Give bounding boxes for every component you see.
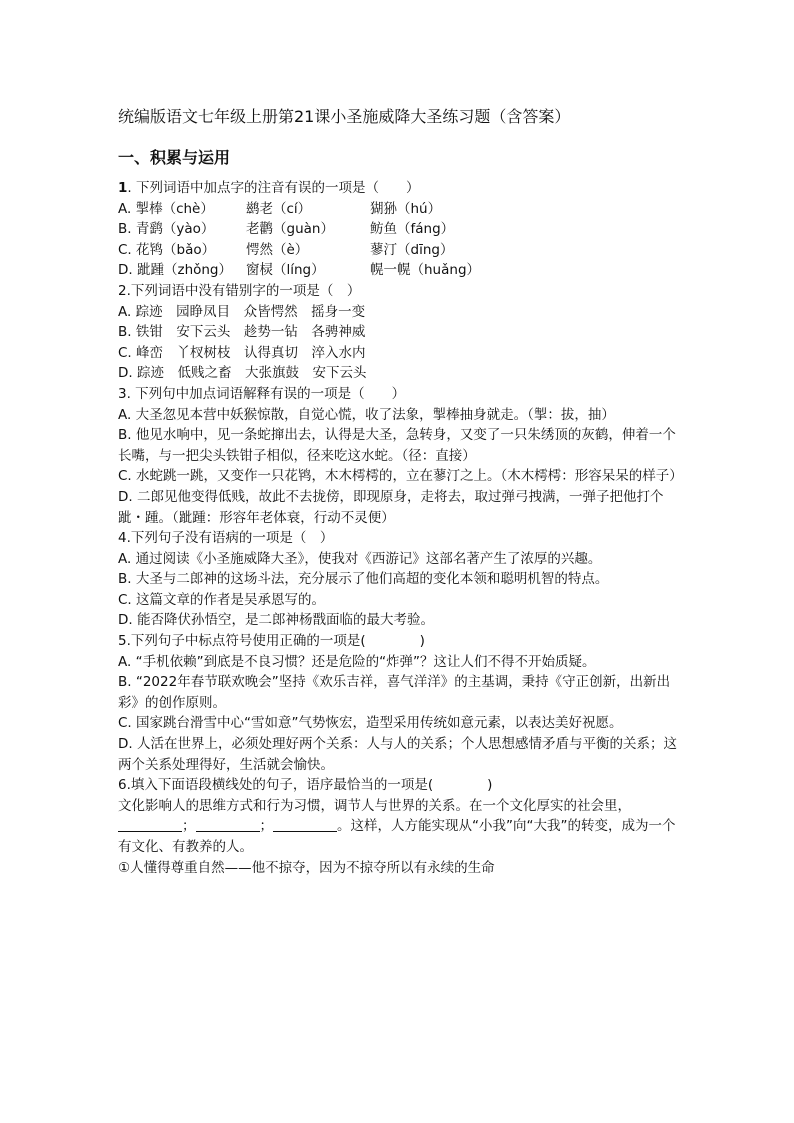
option-a: A. 通过阅读《小圣施威降大圣》，使我对《西游记》这部名著产生了浓厚的兴趣。 bbox=[118, 550, 602, 567]
question-4 bbox=[118, 528, 683, 631]
separator: ； bbox=[182, 818, 196, 835]
question-paragraph bbox=[118, 796, 683, 858]
option-cell: 鹚老（cí） bbox=[246, 200, 312, 217]
option-row bbox=[118, 240, 683, 261]
option-a: A. 踪迹 园睁凤目 众皆愕然 摇身一变 bbox=[118, 303, 366, 320]
question-1 bbox=[118, 178, 683, 281]
option-d: D. 人活在世界上，必须处理好两个关系：人与人的关系；个人思想感情矛盾与平衡的关系；这两个关系处理得好，生活就会愉快。 bbox=[118, 736, 677, 773]
option-cell: D. 跐踵（zhǒng） bbox=[118, 262, 233, 279]
question-stem bbox=[118, 178, 683, 199]
option-c: C. 水蛇跳一跳，又变作一只花鸨，木木樗樗的，立在蓼汀之上。（木木樗樗：形容呆呆的样子） bbox=[118, 468, 683, 485]
option-row bbox=[118, 260, 683, 281]
option-cell: 猢狲（hú） bbox=[370, 200, 442, 217]
option-b: B. 铁钳 安下云头 趁势一钻 各骋神威 bbox=[118, 324, 366, 341]
option-c: C. 峰峦 丫杈树枝 认得真切 淬入水内 bbox=[118, 344, 366, 361]
option-cell: 鲂鱼（fáng） bbox=[370, 221, 455, 238]
fill-blank bbox=[273, 817, 337, 832]
option-a: A. 大圣忽见本营中妖猴惊散，自觉心慌，收了法象，掣棒抽身就走。（掣：拔，抽） bbox=[118, 406, 615, 423]
option-b: B. 大圣与二郎神的这场斗法，充分展示了他们高超的变化本领和聪明机智的特点。 bbox=[118, 571, 609, 588]
option-cell: C. 花鸨（bǎo） bbox=[118, 241, 216, 258]
option-cell: 愕然（è） bbox=[246, 241, 309, 258]
option-cell: 窗棂（líng） bbox=[246, 262, 325, 279]
question-stem-text: . 下列词语中加点字的注音有误的一项是（ ） bbox=[127, 180, 420, 196]
option-cell: A. 掣棒（chè） bbox=[118, 200, 214, 217]
option-b: B. 他见水响中，见一条蛇撺出去，认得是大圣，急转身，又变了一只朱绣顶的灰鹤，伸着一个长嘴，与一把尖头铁钳子相似，径来吃这水蛇。（径：直接） bbox=[118, 427, 676, 464]
option-row bbox=[118, 219, 683, 240]
question-stem: 2.下列词语中没有错别字的一项是（ ） bbox=[118, 282, 361, 299]
fill-blank bbox=[196, 817, 260, 832]
question-stem: 4.下列句子没有语病的一项是（ ） bbox=[118, 530, 334, 547]
option-c: C. 这篇文章的作者是吴承恩写的。 bbox=[118, 591, 326, 608]
option-d: D. 能否降伏孙悟空，是二郎神杨戬面临的最大考验。 bbox=[118, 612, 434, 629]
option-a: A. “手机依赖”到底是不良习惯？还是危险的“炸弹”？这让人们不得不开始质疑。 bbox=[118, 653, 596, 670]
question-stem: 6.填入下面语段横线处的句子，语序最恰当的一项是( ) bbox=[118, 777, 493, 794]
option-cell: B. 青鹞（yào） bbox=[118, 221, 215, 238]
question-3 bbox=[118, 384, 683, 528]
page-title: 统编版语文七年级上册第21课小圣施威降大圣练习题（含答案） bbox=[118, 107, 571, 126]
question-6 bbox=[118, 775, 683, 878]
document-page bbox=[118, 104, 683, 878]
question-stem: 5.下列句子中标点符号使用正确的一项是( ) bbox=[118, 633, 425, 650]
question-2 bbox=[118, 281, 683, 384]
paragraph-text: 文化影响人的思维方式和行为习惯，调节人与世界的关系。在一个文化厚实的社会里， bbox=[118, 797, 631, 814]
question-stem: 3. 下列句中加点词语解释有误的一项是（ ） bbox=[118, 385, 406, 402]
separator: ； bbox=[259, 818, 273, 835]
option-d: D. 二郎见他变得低贱，故此不去拢傍，即现原身，走将去，取过弹弓拽满，一弹子把他打个跐・踵。（跐踵：形容年老体衰，行动不灵便） bbox=[118, 488, 664, 526]
section-heading: 一、积累与运用 bbox=[118, 148, 231, 167]
question-5 bbox=[118, 631, 683, 775]
answer-item: ①人懂得尊重自然——他不掠夺，因为不掠夺所以有永续的生命 bbox=[118, 859, 495, 876]
question-number: 1 bbox=[118, 180, 128, 196]
option-cell: 老鹳（guàn） bbox=[246, 221, 334, 238]
option-cell: 蓼汀（dīng） bbox=[370, 241, 454, 258]
option-b: B. “2022年春节联欢晚会”坚持《欢乐吉祥，喜气洋洋》的主基调，秉持《守正创新，出新出彩》的创作原则。 bbox=[118, 674, 671, 711]
fill-blank bbox=[118, 817, 182, 832]
option-d: D. 踪迹 低贱之畜 大张旗鼓 安下云头 bbox=[118, 365, 367, 382]
option-row bbox=[118, 199, 683, 220]
paragraph-text: 。这样，人方能实现从“小我”向“大我”的转变，成为一个有文化、有教养的人。 bbox=[118, 818, 676, 855]
option-c: C. 国家跳台滑雪中心“雪如意”气势恢宏，造型采用传统如意元素，以表达美好祝愿。 bbox=[118, 715, 623, 732]
option-cell: 幌一幌（huǎng） bbox=[370, 262, 481, 279]
